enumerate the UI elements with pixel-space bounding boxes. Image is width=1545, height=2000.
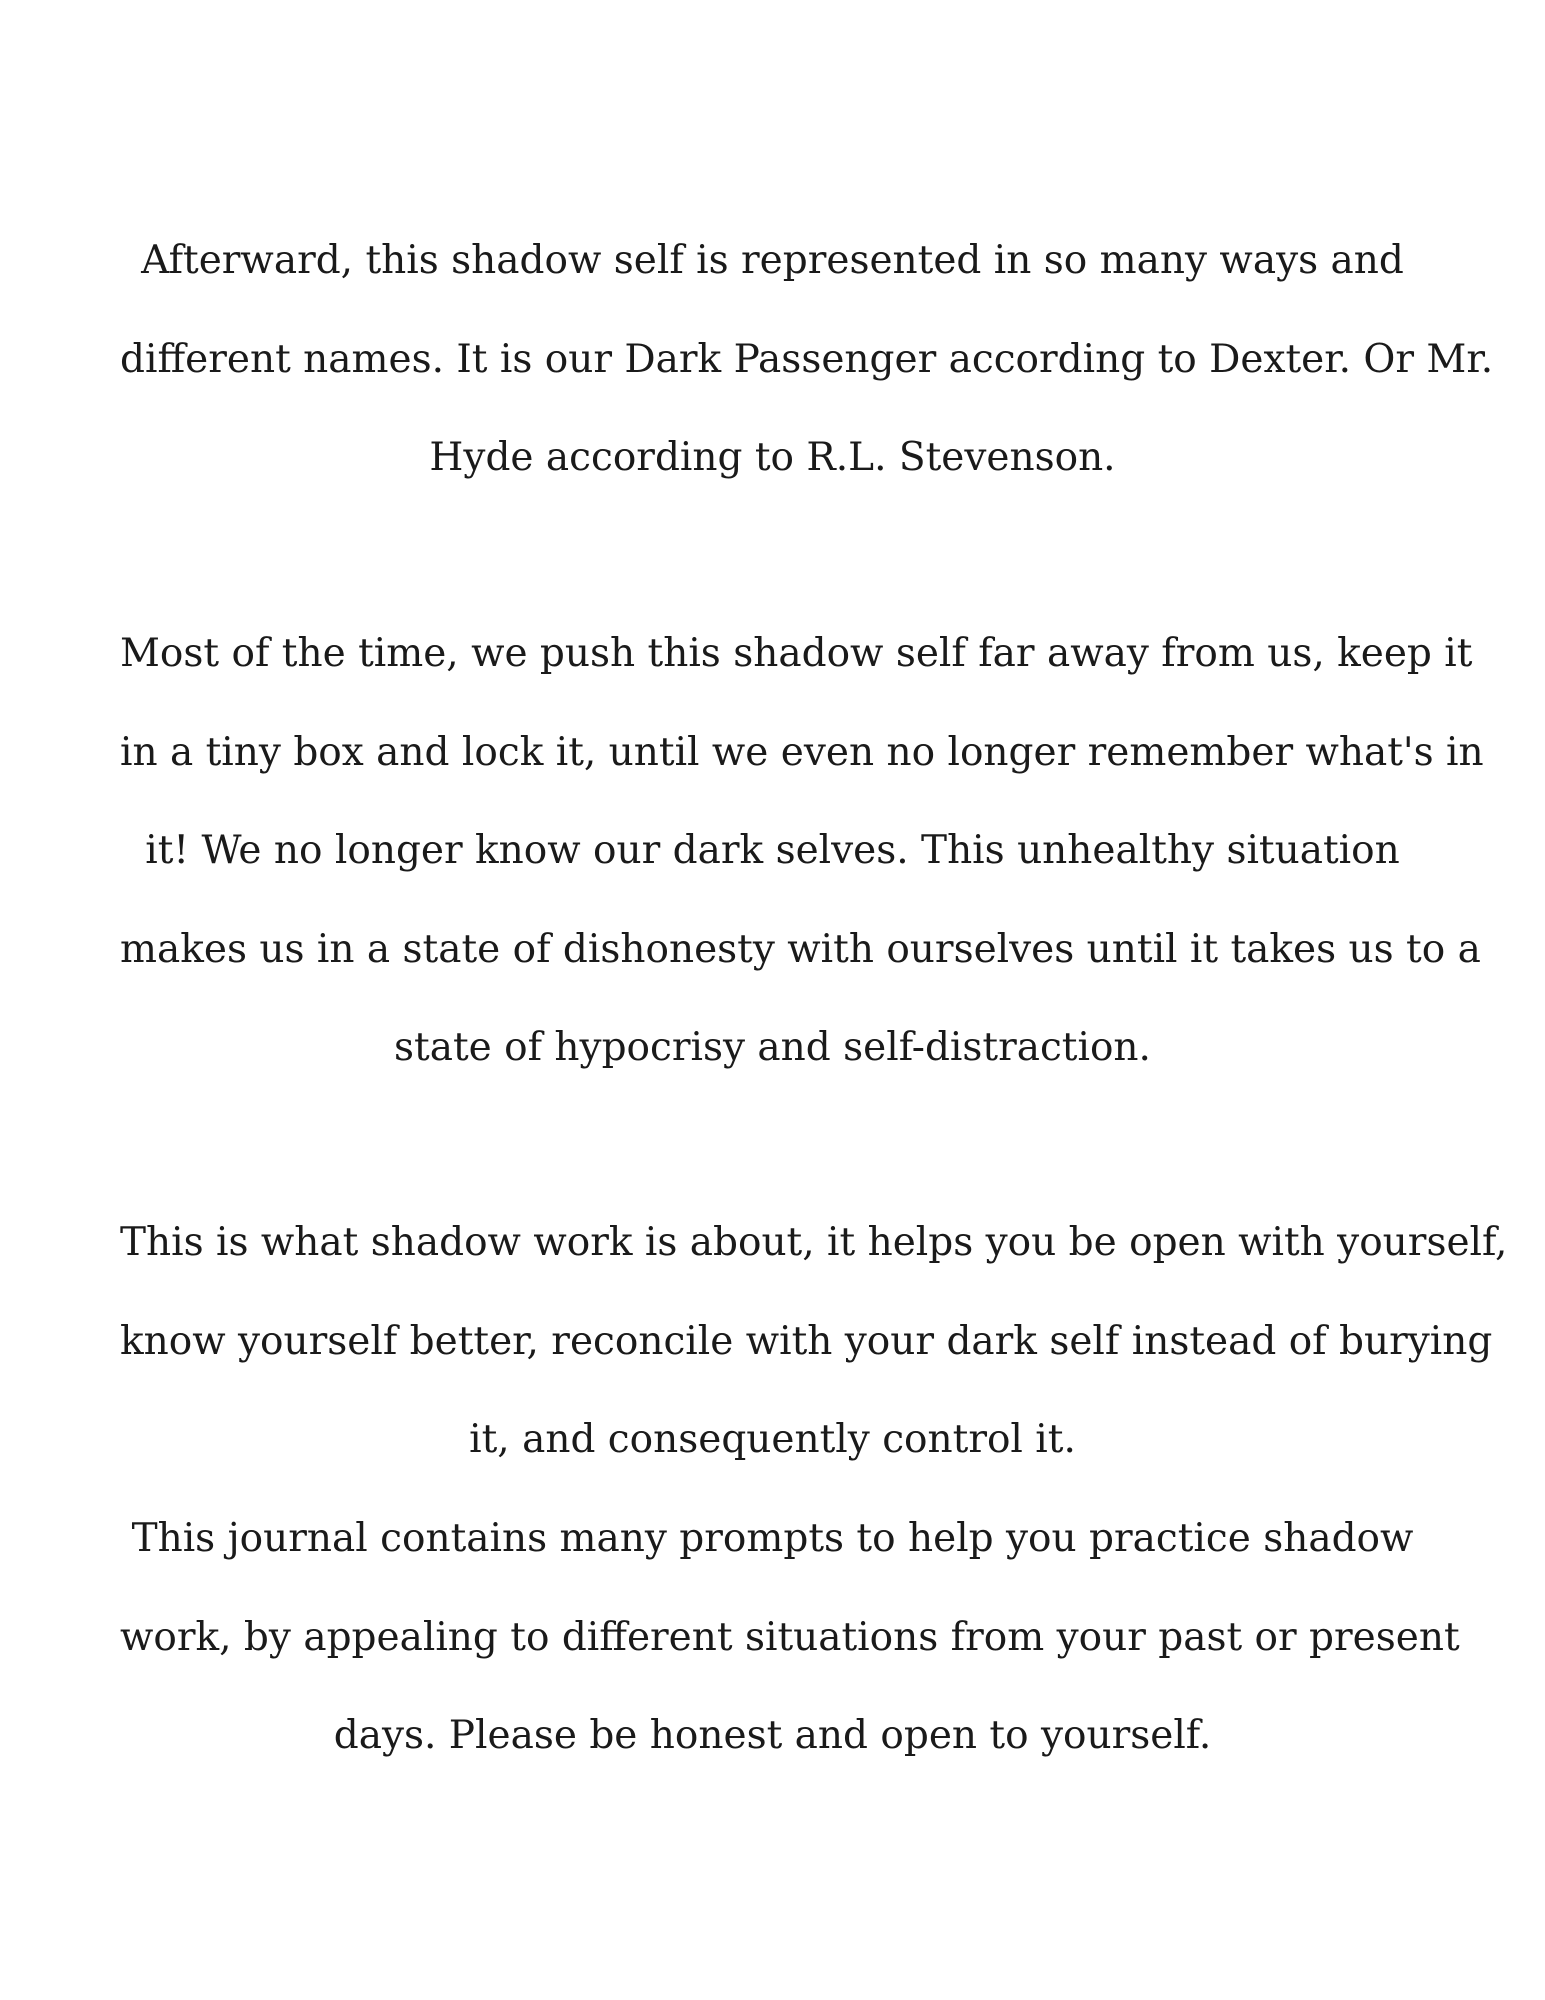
text-line: different names. It is our Dark Passenger according to Dexter. Or Mr. xyxy=(120,336,1494,382)
text-line: it! We no longer know our dark selves. This unhealthy situation xyxy=(145,828,1400,873)
paragraph-pushing-shadow-away xyxy=(120,605,1484,1098)
text-line: This is what shadow work is about, it helps you be open with yourself, xyxy=(120,1220,1508,1265)
text-line: Afterward, this shadow self is represented in so many ways and xyxy=(141,238,1404,283)
text-line: know yourself better, reconcile with your dark self instead of burying xyxy=(120,1318,1493,1364)
text-line: days. Please be honest and open to yourself. xyxy=(333,1713,1212,1758)
text-line: makes us in a state of dishonesty with ourselves until it takes us to a xyxy=(120,926,1481,972)
text-line: Hyde according to R.L. Stevenson. xyxy=(429,435,1116,480)
paragraph-shadow-work-purpose xyxy=(120,1194,1508,1490)
paragraph-journal-prompts xyxy=(120,1490,1460,1786)
text-line: state of hypocrisy and self-distraction. xyxy=(394,1025,1151,1070)
text-line: work, by appealing to different situations from your past or present xyxy=(120,1614,1460,1660)
text-line: in a tiny box and lock it, until we even no longer remember what's in xyxy=(120,729,1484,775)
text-line: Most of the time, we push this shadow self far away from us, keep it xyxy=(120,631,1473,676)
text-line: This journal contains many prompts to help you practice shadow xyxy=(131,1516,1414,1561)
text-line: it, and consequently control it. xyxy=(469,1417,1076,1462)
paragraph-shadow-names xyxy=(120,212,1494,508)
